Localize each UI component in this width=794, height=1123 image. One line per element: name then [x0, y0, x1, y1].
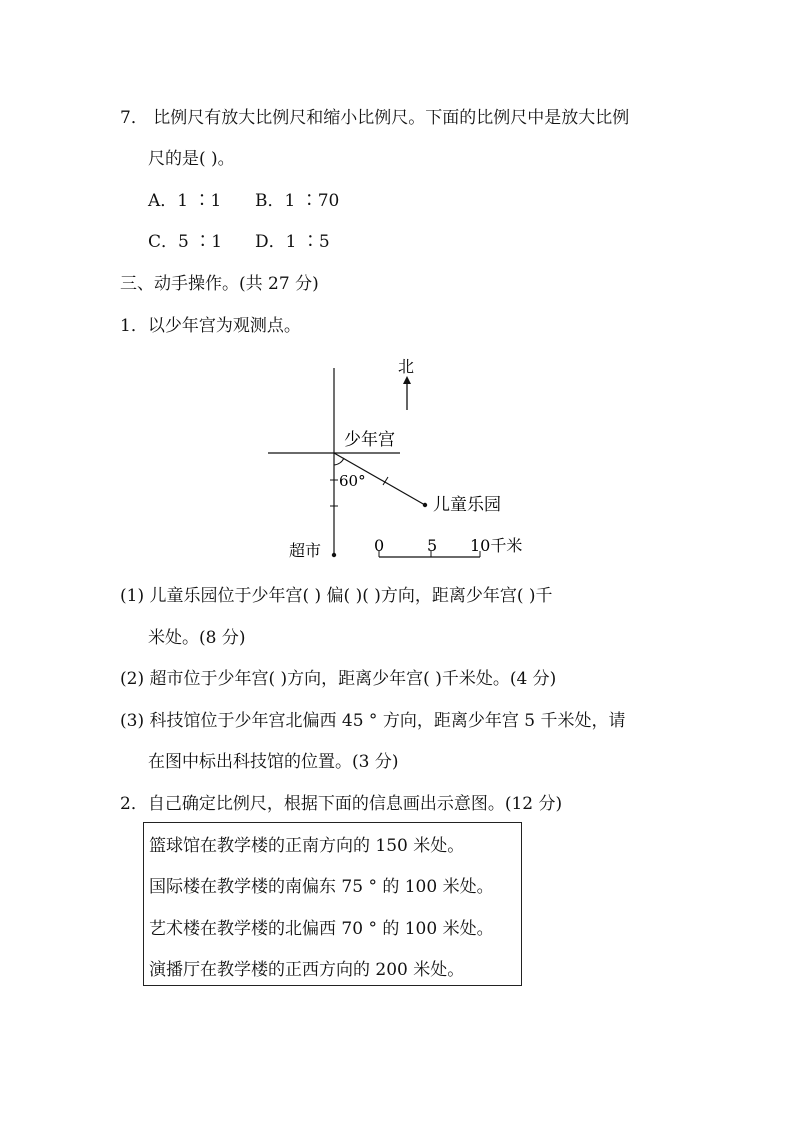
scale-label-10: 10千米: [470, 536, 523, 555]
q1-sub1-line2: 米处。(8 分): [148, 628, 246, 648]
q2-info-item: 国际楼在教学楼的南偏东 75 ° 的 100 米处。: [149, 877, 494, 897]
q7-option-b: B．1 ∶70: [255, 191, 340, 211]
section-3-heading: 三、动手操作。(共 27 分): [120, 274, 319, 294]
q7-option-d: D．1 ∶5: [255, 232, 330, 252]
q7-option-c: C．5 ∶1: [148, 232, 223, 252]
q7-stem-line2: 尺的是( )。: [148, 149, 235, 169]
q1-sub3-line1: (3) 科技馆位于少年宫北偏西 45 ° 方向，距离少年宫 5 千米处，请: [120, 711, 626, 731]
park-point: [423, 503, 427, 507]
angle-arc: [334, 458, 344, 465]
angle-label: 60°: [339, 472, 366, 490]
q1-title: 1．以少年宫为观测点。: [120, 316, 301, 336]
scale-label-0: 0: [374, 536, 385, 555]
q1-sub3-line2: 在图中标出科技馆的位置。(3 分): [148, 752, 399, 772]
market-point: [332, 553, 336, 557]
north-arrow-head: [403, 376, 411, 384]
q2-info-item: 演播厅在教学楼的正西方向的 200 米处。: [149, 960, 465, 980]
park-label: 儿童乐园: [433, 495, 501, 515]
q1-sub1-line1: (1) 儿童乐园位于少年宫( ) 偏( )( )方向，距离少年宫( )千: [120, 586, 553, 606]
scale-label-5: 5: [427, 536, 438, 555]
north-label: 北: [398, 357, 415, 376]
palace-label: 少年宫: [344, 430, 395, 450]
q2-info-item: 篮球馆在教学楼的正南方向的 150 米处。: [149, 836, 465, 856]
q7-stem-line1: 7． 比例尺有放大比例尺和缩小比例尺。下面的比例尺中是放大比例: [120, 108, 630, 128]
q2-title: 2．自己确定比例尺，根据下面的信息画出示意图。(12 分): [120, 794, 563, 814]
market-label: 超市: [289, 541, 322, 560]
q2-info-item: 艺术楼在教学楼的北偏西 70 ° 的 100 米处。: [149, 919, 494, 939]
q7-option-a: A．1 ∶1: [148, 191, 222, 211]
q1-sub2: (2) 超市位于少年宫( )方向，距离少年宫( )千米处。(4 分): [120, 669, 557, 689]
